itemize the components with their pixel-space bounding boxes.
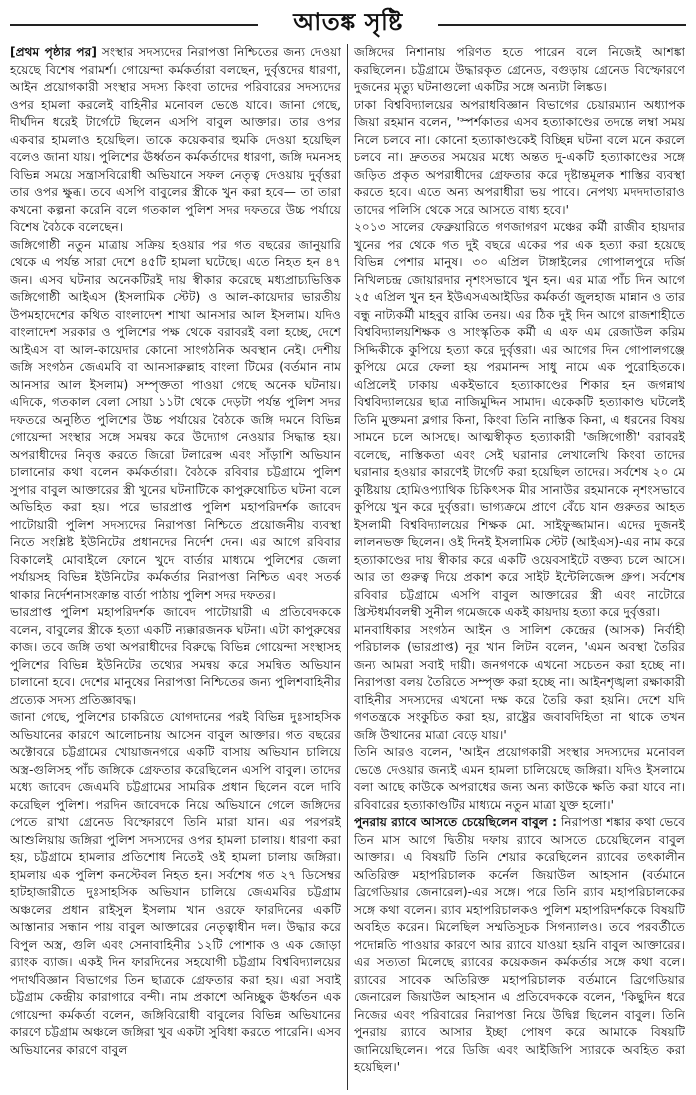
subhead: পুনরায় র‌্যাবে আসতে চেয়েছিলেন বাবুল : <box>354 815 557 829</box>
section-header <box>10 6 686 42</box>
article-paragraph: তিনি আরও বলেন, 'আইন প্রয়োগকারী সংস্থার সদস্যদের মনোবল ভেঙে দেওয়ার জন্যই এমন হামলা চালিয়েছে জঙ্গিরা। যদিও ইসলামে বলা আছে কাউকে অপরাধের জন্য অন্য কাউকে ক্ষতি করা যাবে না। রবিবারের হত্যাকাণ্ডটির মাধ্যমে নতুন মাত্রা যুক্ত হলো।' <box>354 745 685 812</box>
continuation-label: [প্রথম পৃষ্ঠার পর] <box>10 45 97 59</box>
article-paragraph: ২০১৩ সালের ফেব্রুয়ারিতে গণজাগরণ মঞ্চের কর্মী রাজীব হায়দার খুনের পর থেকে গত দুই বছরে একের পর এক হত্যা করা হয়েছে বিভিন্ন পেশার মানুষ। ৩০ এপ্রিল টাঙ্গাইলের গোপালপুরে দর্জি নিখিলচন্দ্র জোয়ারদার নৃশংসভাবে খুন হন। এর মাত্র পাঁচ দিন আগে ২৫ এপ্রিল খুন হন ইউএসএআইডির কর্মকর্তা জুলহাজ মান্নান ও তার বন্ধু নাট্যকর্মী মাহবুব রাব্বি তনয়। এর ঠিক দুই দিন আগে রাজশাহীতে বিশ্ববিদ্যালয়শিক্ষক ও সাংস্কৃতিক কর্মী এ এফ এম রেজাউল করিম সিদ্দিকীকে কুপিয়ে হত্যা করে দুর্বৃত্তরা। এর আগের দিন গোপালগঞ্জে কুপিয়ে মেরে ফেলা হয় পরমানন্দ সাধু নামে এক পুরোহিতকে। এপ্রিলেই ঢাকায় একইভাবে হত্যাকাণ্ডের শিকার হন জগন্নাথ বিশ্ববিদ্যালয়ের ছাত্র নাজিমুদ্দিন সামাদ। একেকটি হত্যাকাণ্ড ঘটলেই তিনি মুক্তমনা ব্লগার কিনা, কিংবা তিনি নাস্তিক কিনা, এ ধরনের বিষয় সামনে চলে আসছে। আত্মস্বীকৃত হত্যাকারী 'জঙ্গিগোষ্ঠী' বরাবরই বলেছে, নাস্তিকতা এবং সেই ঘরানার লেখালেখি কিংবা তাদের ঘরানার হওয়ার কারণেই টার্গেট করা হয়েছিল তাদের। সর্বশেষ ২০ মে কুষ্টিয়ায় হোমিওপ্যাথিক চিকিৎসক মীর সানাউর রহমানকে নৃশংসভাবে কুপিয়ে খুন করে দুর্বৃত্তরা। ভাগ্যক্রমে প্রাণে বেঁচে যান গুরুতর আহত ইসলামী বিশ্ববিদ্যালয়ের শিক্ষক মো. সাইফুজ্জামান। এদের দুজনই লালনভক্ত ছিলেন। ওই দিনই ইসলামিক স্টেট (আইএস)-এর নাম করে হত্যাকাণ্ডের দায় স্বীকার করে একটি ওয়েবসাইটে বক্তব্য চলে আসে। আর তা গুরুত্ব দিয়ে প্রকাশ করে সাইট ইন্টেলিজেন্স গ্রুপ। সর্বশেষ রবিবার চট্টগ্রামে এসপি বাবুল আক্তারের স্ত্রী এবং নাটোরে খ্রিস্টধর্মাবলম্বী সুনীল গমেজকে একই কায়দায় হত্যা করে দুর্বৃত্তরা। <box>354 220 685 619</box>
article-paragraph <box>10 44 341 237</box>
article-paragraph: জানা গেছে, পুলিশের চাকরিতে যোগদানের পরই বিভিন্ন দুঃসাহসিক অভিযানের কারণে আলোচনায় আসেন বাবুল আক্তার। গত বছরের অক্টোবরে চট্টগ্রামের খোয়াজনগরে একটি বাসায় অভিযান চালিয়ে অস্ত্র-গুলিসহ পাঁচ জঙ্গিকে গ্রেফতার করেছিলেন এসপি বাবুল। তাদের মধ্যে জাবেদ জেএমবি চট্টগ্রামের সামরিক প্রধান ছিলেন বলে দাবি করেছিল পুলিশ। পরদিন জাবেদকে নিয়ে অভিযানে গেলে জঙ্গিদের পেতে রাখা গ্রেনেড বিস্ফোরণে তিনি মারা যান। এর পরপরই আশুলিয়ায় জঙ্গিরা পুলিশ সদস্যদের ওপর হামলা চালায়। ধারণা করা হয়, চট্টগ্রামে হামলার প্রতিশোধ নিতেই ওই হামলা চালায় জঙ্গিরা। হামলায় এক পুলিশ কনস্টেবল নিহত হন। সর্বশেষ গত ২৭ ডিসেম্বর হাটহাজারীতে দুঃসাহসিক অভিযান চালিয়ে জেএমবির চট্টগ্রাম অঞ্চলের প্রধান রাইসুল ইসলাম খান ওরফে ফারদিনের একটি আস্তানার সন্ধান পায় বাবুল আক্তারের নেতৃত্বাধীন দল। উদ্ধার করে বিপুল অস্ত্র, গুলি এবং সেনাবাহিনীর ১২টি পোশাক ও এক জোড়া র‌্যাংক ব্যাজ। একই দিন ফারদিনের সহযোগী চট্টগ্রাম বিশ্ববিদ্যালয়ের পদার্থবিজ্ঞান বিভাগের তিন ছাত্রকে গ্রেফতার করা হয়। এরা সবাই চট্টগ্রাম কেন্দ্রীয় কারাগারে বন্দী। নাম প্রকাশে অনিচ্ছুক ঊর্ধ্বতন এক গোয়েন্দা কর্মকর্তা বলেন, জঙ্গিবিরোধী বাবুলের বিভিন্ন অভিযানের কারণে চট্টগ্রাম অঞ্চলে জঙ্গিরা খুব একটা সুবিধা করতে পারেনি। এসব অভিযানের কারণে বাবুল <box>10 710 341 1057</box>
column-divider <box>347 44 348 1090</box>
section-title: আতঙ্ক সৃষ্টি <box>283 4 412 44</box>
article-paragraph: মানবাধিকার সংগঠন আইন ও সালিশ কেন্দ্রের (আসক) নির্বাহী পরিচালক (ভারপ্রাপ্ত) নূর খান লিটন বলেন, 'এমন অবস্থা তৈরির জন্য আমরা সবাই দায়ী। জনগণকে এখনো সচেতন করা হচ্ছে না। নিরাপত্তা বলয় তৈরিতে সম্পৃক্ত করা হচ্ছে না। আইনশৃঙ্খলা রক্ষাকারী বাহিনীর সদস্যদের এখনো দক্ষ করে তৈরি করা হয়নি। দেশে যদি গণতন্ত্রকে সংকুচিত করা হয়, রাষ্ট্রের জবাবদিহিতা না থাকে তখন জঙ্গি উত্থানের মাত্রা বেড়ে যায়।' <box>354 622 685 742</box>
article-paragraph: ঢাকা বিশ্ববিদ্যালয়ের অপরাধবিজ্ঞান বিভাগের চেয়ারম্যান অধ্যাপক জিয়া রহমান বলেন, 'স্পর্শকাতর এসব হত্যাকাণ্ডের তদন্তে লম্বা সময় নিলে চলবে না। কোনো হত্যাকাণ্ডকেই বিচ্ছিন্ন ঘটনা বলে মনে করলে চলবে না। দ্রুততর সময়ের মধ্যে অন্তত দু-একটি হত্যাকাণ্ডের সঙ্গে জড়িত প্রকৃত অপরাধীদের গ্রেফতার করে দৃষ্টান্তমূলক শাস্তির ব্যবস্থা করতে হবে। এতে অন্য অপরাধীরা ভয় পাবে। নেপথ্য মদদদাতারাও তাদের পলিসি থেকে সরে আসতে বাধ্য হবে।' <box>354 97 685 217</box>
article-paragraph <box>354 814 685 1077</box>
article-columns <box>10 44 686 1090</box>
paragraph-text: সংস্থার সদস্যদের নিরাপত্তা নিশ্চিতের জন্য দেওয়া হয়েছে বিশেষ পরামর্শ। গোয়েন্দা কর্মকর্তারা বলছেন, দুর্বৃত্তদের ধারণা, আইন প্রয়োগকারী সংস্থার সদস্য কিংবা তাদের পরিবারের সদস্যদের ওপর হামলা করলেই বাহিনীর মনোবল ভেঙে যাবে। জানা গেছে, দীর্ঘদিন ধরেই টার্গেটে ছিলেন এসপি বাবুল আক্তার। তার ওপর একবার হামলাও হয়েছিল। তাকে কয়েকবার হুমকি দেওয়া হয়েছিল বলেও জানা যায়। পুলিশের ঊর্ধ্বতন কর্মকর্তাদের ধারণা, জঙ্গি দমনসহ বিভিন্ন সময়ে সন্ত্রাসবিরোধী অভিযানে সফল নেতৃত্ব দেওয়ায় দুর্বৃত্তরা তার ওপর ক্ষুব্ধ। তবে এসপি বাবুলের স্ত্রীকে খুন করা হবে— তা তারা কখনো কল্পনা করেনি বলে গতকাল পুলিশ সদর দফতরে উচ্চ পর্যায়ে বিশেষ বৈঠকে বলেছেন। <box>10 45 341 234</box>
left-column <box>10 44 341 1090</box>
article-paragraph: ভারপ্রাপ্ত পুলিশ মহাপরিদর্শক জাবেদ পাটোয়ারী এ প্রতিবেদককে বলেন, বাবুলের স্ত্রীকে হত্যা একটি ন্যক্কারজনক ঘটনা। এটা কাপুরুষের কাজ। তবে জঙ্গি তথা অপরাধীদের বিরুদ্ধে বিভিন্ন গোয়েন্দা সংস্থাসহ পুলিশের বিভিন্ন ইউনিটের তথ্যের সমন্বয় করে সমন্বিত অভিযান চালানো হবে। দেশের মানুষের নিরাপত্তা নিশ্চিতের জন্য পুলিশবাহিনীর প্রত্যেক সদস্য প্রতিজ্ঞাবদ্ধ। <box>10 605 341 707</box>
article-paragraph: জঙ্গিদের নিশানায় পরিণত হতে পারেন বলে নিজেই আশঙ্কা করছিলেন। চট্টগ্রামে উদ্ধারকৃত গ্রেনেড, বগুড়ায় গ্রেনেড বিস্ফোরণে দুজনের মৃত্যু ঘটনাগুলো একটির সঙ্গে অন্যটা লিঙ্কড। <box>354 45 685 94</box>
article-paragraph: জঙ্গিগোষ্ঠী নতুন মাত্রায় সক্রিয় হওয়ার পর গত বছরের জানুয়ারি থেকে এ পর্যন্ত সারা দেশে ৪৫টি হামলা ঘটেছে। এতে নিহত হন ৪৭ জন। এসব ঘটনার অনেকটিরই দায় স্বীকার করেছে মধ্যপ্রাচ্যভিত্তিক জঙ্গিগোষ্ঠী আইএস (ইসলামিক স্টেট) ও আল-কায়েদার ভারতীয় উপমহাদেশের কথিত বাংলাদেশ শাখা আনসার আল ইসলাম। যদিও বাংলাদেশ সরকার ও পুলিশের পক্ষ থেকে বরাবরই বলা হচ্ছে, দেশে আইএস বা আল-কায়েদার কোনো সাংগঠনিক অবস্থান নেই। দেশীয় জঙ্গি সংগঠন জেএমবি বা আনসারুল্লাহ বাংলা টিমের (বর্তমান নাম আনসার আল ইসলাম) সম্পৃক্ততা পাওয়া গেছে অনেক ঘটনায়। এদিকে, গতকাল বেলা সোয়া ১১টা থেকে দেড়টা পর্যন্ত পুলিশ সদর দফতরে অনুষ্ঠিত পুলিশের উচ্চ পর্যায়ের বৈঠকে জঙ্গি দমনে বিভিন্ন গোয়েন্দা সংস্থার সঙ্গে সমন্বয় করে উদ্যোগ নেওয়ার সিদ্ধান্ত হয়। অপরাধীদের নিবৃত্ত করতে জিরো টলারেন্স এবং সাঁড়াশি অভিযান চালানোর কথা বলেন কর্মকর্তারা। বৈঠকে রবিবার চট্টগ্রামে পুলিশ সুপার বাবুল আক্তারের স্ত্রী খুনের ঘটনাটিকে কাপুরুষোচিত ঘটনা বলে অভিহিত করা হয়। পরে ভারপ্রাপ্ত পুলিশ মহাপরিদর্শক জাবেদ পাটোয়ারী পুলিশ সদস্যদের নিরাপত্তা নিশ্চিতে প্রয়োজনীয় ব্যবস্থা নিতে সংশ্লিষ্ট ইউনিটের প্রধানদের নির্দেশ দেন। এর আগে রবিবার বিকালেই মোবাইলে ফোনে খুদে বার্তার মাধ্যমে পুলিশের জেলা পর্যায়সহ বিভিন্ন ইউনিটের কর্মকর্তার নিরাপত্তা নিশ্চিত এবং সতর্ক থাকার নির্দেশনাসংক্রান্ত বার্তা পাঠায় পুলিশ সদর দফতর। <box>10 237 341 602</box>
header-rule-left <box>10 24 258 26</box>
right-column <box>354 44 685 1090</box>
subhead-text: নিরাপত্তা শঙ্কার কথা ভেবে তিন মাস আগে দ্বিতীয় দফায় র‌্যাবে আসতে চেয়েছিলেন বাবুল আক্তার। এ বিষয়টি তিনি শেয়ার করেছিলেন র‌্যাবের তৎকালীন অতিরিক্ত মহাপরিচালক কর্নেল জিয়াউল আহসান (বর্তমানে ব্রিগেডিয়ার জেনারেল)-এর সঙ্গে। পরে তিনি র‌্যাব মহাপরিচালকের সঙ্গে কথা বলেন। র‌্যাব মহাপরিচালকও পুলিশ মহাপরিদর্শককে বিষয়টি অবহিত করেন। মিলেছিল সম্মতিসূচক সিগন্যালও। তবে পরবর্তীতে পদোন্নতি পাওয়ার কারণে আর র‌্যাবে যাওয়া হয়নি বাবুল আক্তারের। এর সত্যতা মিলেছে র‌্যাবের কয়েকজন কর্মকর্তার সঙ্গে কথা বলে। র‌্যাবের সাবেক অতিরিক্ত মহাপরিচালক বর্তমানে ব্রিগেডিয়ার জেনারেল জিয়াউল আহসান এ প্রতিবেদককে বলেন, 'কিছুদিন ধরে নিজের এবং পরিবারের নিরাপত্তা নিয়ে উদ্বিগ্ন ছিলেন বাবুল। তিনি পুনরায় র‌্যাবে আসার ইচ্ছা পোষণ করে আমাকে বিষয়টি জানিয়েছিলেন। পরে ডিজি এবং আইজিপি স্যারকে অবহিত করা হয়েছিল।' <box>354 815 685 1074</box>
header-rule-right <box>438 24 686 26</box>
